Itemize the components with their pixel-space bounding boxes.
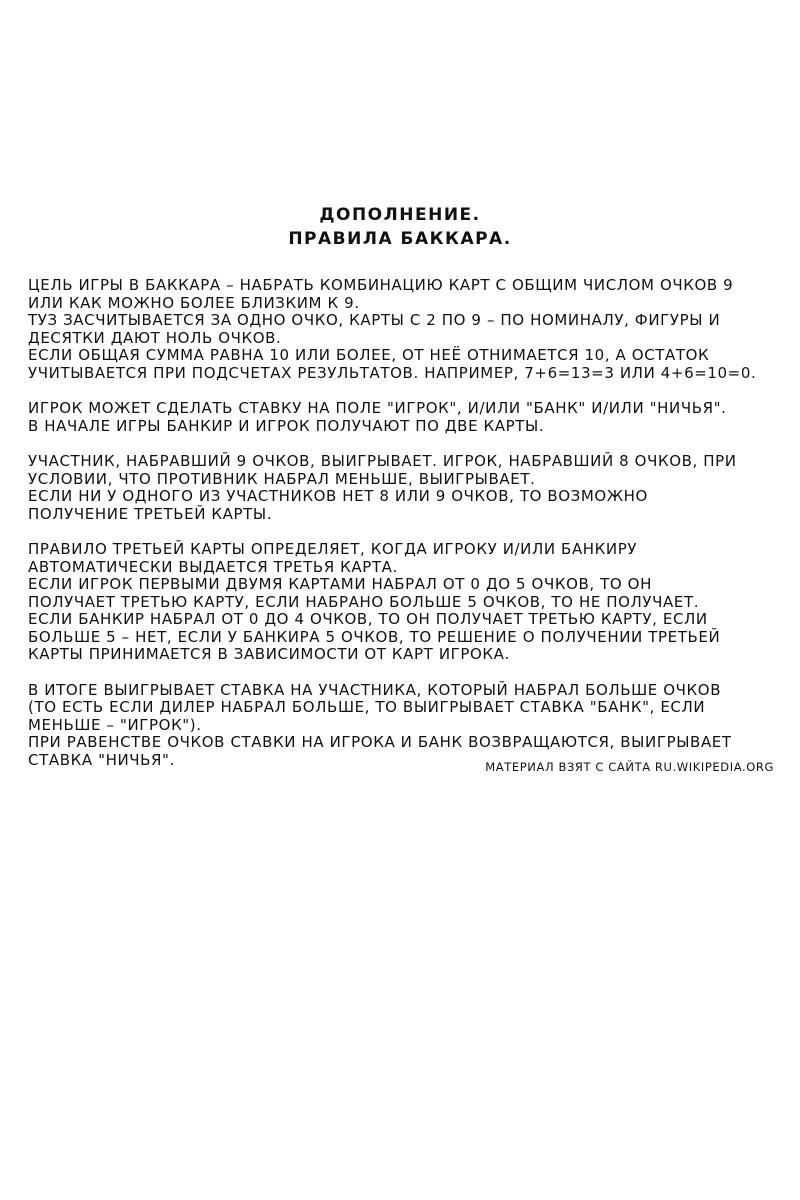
- paragraph-bets: [28, 400, 780, 435]
- text-line: ПОЛУЧАЕТ ТРЕТЬЮ КАРТУ, ЕСЛИ НАБРАНО БОЛЬШЕ 5 ОЧКОВ, ТО НЕ ПОЛУЧАЕТ.: [28, 592, 700, 611]
- title-line-2: ПРАВИЛА БАККАРА.: [288, 229, 512, 249]
- text-line: АВТОМАТИЧЕСКИ ВЫДАЕТСЯ ТРЕТЬЯ КАРТА.: [28, 557, 398, 576]
- text-line: УЧАСТНИК, НАБРАВШИЙ 9 ОЧКОВ, ВЫИГРЫВАЕТ. ИГРОК, НАБРАВШИЙ 8 ОЧКОВ, ПРИ: [28, 452, 737, 470]
- text-line: ДЕСЯТКИ ДАЮТ НОЛЬ ОЧКОВ.: [28, 328, 282, 347]
- text-line: В НАЧАЛЕ ИГРЫ БАНКИР И ИГРОК ПОЛУЧАЮТ ПО ДВЕ КАРТЫ.: [28, 416, 545, 435]
- text-line: ТУЗ ЗАСЧИТЫВАЕТСЯ ЗА ОДНО ОЧКО, КАРТЫ С 2 ПО 9 – ПО НОМИНАЛУ, ФИГУРЫ И: [28, 311, 721, 329]
- text-line: ИГРОК МОЖЕТ СДЕЛАТЬ СТАВКУ НА ПОЛЕ "ИГРОК", И/ИЛИ "БАНК" И/ИЛИ "НИЧЬЯ".: [28, 399, 727, 417]
- text-line: ПРАВИЛО ТРЕТЬЕЙ КАРТЫ ОПРЕДЕЛЯЕТ, КОГДА ИГРОКУ И/ИЛИ БАНКИРУ: [28, 540, 638, 558]
- text-line: ЦЕЛЬ ИГРЫ В БАККАРА – НАБРАТЬ КОМБИНАЦИЮ КАРТ С ОБЩИМ ЧИСЛОМ ОЧКОВ 9: [28, 276, 734, 294]
- text-line: ЕСЛИ ИГРОК ПЕРВЫМИ ДВУМЯ КАРТАМИ НАБРАЛ ОТ 0 ДО 5 ОЧКОВ, ТО ОН: [28, 575, 652, 593]
- text-line: В ИТОГЕ ВЫИГРЫВАЕТ СТАВКА НА УЧАСТНИКА, КОТОРЫЙ НАБРАЛ БОЛЬШЕ ОЧКОВ: [28, 680, 722, 699]
- text-line: МЕНЬШЕ – "ИГРОК").: [28, 715, 202, 734]
- title-line-1: ДОПОЛНЕНИЕ.: [319, 205, 481, 225]
- rules-text: [28, 277, 780, 787]
- paragraph-winning: [28, 453, 780, 523]
- text-line: БОЛЬШЕ 5 – НЕТ, ЕСЛИ У БАНКИРА 5 ОЧКОВ, ТО РЕШЕНИЕ О ПОЛУЧЕНИИ ТРЕТЬЕЙ: [28, 627, 721, 646]
- text-line: ПРИ РАВЕНСТВЕ ОЧКОВ СТАВКИ НА ИГРОКА И БАНК ВОЗВРАЩАЮТСЯ, ВЫИГРЫВАЕТ: [28, 733, 732, 751]
- text-line: УСЛОВИИ, ЧТО ПРОТИВНИК НАБРАЛ МЕНЬШЕ, ВЫИГРЫВАЕТ.: [28, 469, 536, 488]
- text-line: (ТО ЕСТЬ ЕСЛИ ДИЛЕР НАБРАЛ БОЛЬШЕ, ТО ВЫИГРЫВАЕТ СТАВКА "БАНК", ЕСЛИ: [28, 698, 706, 716]
- paragraph-goal: [28, 277, 780, 382]
- source-credit: МАТЕРИАЛ ВЗЯТ С САЙТА RU.WIKIPEDIA.ORG: [485, 760, 774, 774]
- text-line: ЕСЛИ БАНКИР НАБРАЛ ОТ 0 ДО 4 ОЧКОВ, ТО ОН ПОЛУЧАЕТ ТРЕТЬЮ КАРТУ, ЕСЛИ: [28, 610, 708, 628]
- text-line: УЧИТЫВАЕТСЯ ПРИ ПОДСЧЕТАХ РЕЗУЛЬТАТОВ. НАПРИМЕР, 7+6=13=3 ИЛИ 4+6=10=0.: [28, 363, 757, 382]
- text-line: КАРТЫ ПРИНИМАЕТСЯ В ЗАВИСИМОСТИ ОТ КАРТ ИГРОКА.: [28, 645, 510, 663]
- text-line: ЕСЛИ ОБЩАЯ СУММА РАВНА 10 ИЛИ БОЛЕЕ, ОТ НЕЁ ОТНИМАЕТСЯ 10, А ОСТАТОК: [28, 346, 710, 364]
- text-line: ИЛИ КАК МОЖНО БОЛЕЕ БЛИЗКИМ К 9.: [28, 293, 360, 312]
- paragraph-result: [28, 682, 780, 770]
- text-line: ПОЛУЧЕНИЕ ТРЕТЬЕЙ КАРТЫ.: [28, 504, 273, 523]
- text-line: ЕСЛИ НИ У ОДНОГО ИЗ УЧАСТНИКОВ НЕТ 8 ИЛИ 9 ОЧКОВ, ТО ВОЗМОЖНО: [28, 487, 648, 505]
- text-line: СТАВКА "НИЧЬЯ".: [28, 750, 175, 769]
- page-title: [0, 203, 800, 251]
- paragraph-third-card: [28, 541, 780, 664]
